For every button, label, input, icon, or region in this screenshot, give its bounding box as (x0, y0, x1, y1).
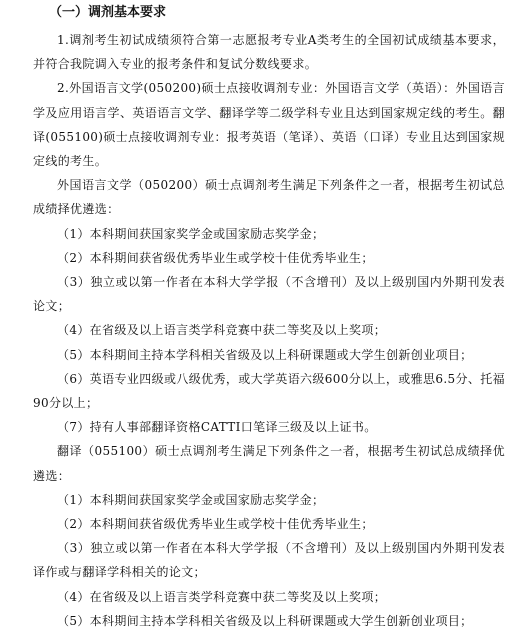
literature-criterion-1: （1）本科期间获国家奖学金或国家励志奖学金； (57, 226, 325, 241)
literature-criterion-2: （2）本科期间获省级优秀毕业生或学校十佳优秀毕业生； (57, 250, 374, 265)
translation-criterion-4: （4）在省级及以上语言类学科竞赛中获二等奖及以上奖项； (57, 589, 387, 604)
translation-criteria-intro: 翻译（055100）硕士点调剂考生满足下列条件之一者，根据考生初试总成绩择优遴选： (33, 444, 505, 483)
section-heading: （一）调剂基本要求 (49, 5, 167, 20)
rule-1-paragraph: 1.调剂考生初试成绩须符合第一志愿报考专业A类考生的全国初试成绩基本要求，并符合我院调入专业的报考条件和复试分数线要求。 (33, 33, 505, 72)
literature-criterion-6: （6）英语专业四级或八级优秀，或大学英语六级600分以上，或雅思6.5分、托福90分以上； (33, 371, 505, 411)
rule-2-paragraph: 2.外国语言文学(050200)硕士点接收调剂专业：外国语言文学（英语）：外国语言学及应用语言学、英语语言文学、翻译学等二级学科专业且达到国家规定线的考生。翻译(055100)硕士点接收调剂专业：报考英语（笔译）、英语（口译）专业且达到国家规定线的考生。 (33, 81, 505, 169)
translation-criterion-3: （3）独立或以第一作者在本科大学学报（不含增刊）及以上级别国内外期刊发表译作或与翻译学科相关的论文； (33, 541, 505, 580)
literature-criterion-3: （3）独立或以第一作者在本科大学学报（不含增刊）及以上级别国内外期刊发表论文； (33, 275, 505, 314)
translation-criterion-5: （5）本科期间主持本学科相关省级及以上科研课题或大学生创新创业项目； (57, 613, 473, 628)
literature-criterion-7: （7）持有人事部翻译资格CATTI口笔译三级及以上证书。 (57, 420, 377, 435)
translation-criterion-1: （1）本科期间获国家奖学金或国家励志奖学金； (57, 492, 325, 507)
literature-criterion-5: （5）本科期间主持本学科相关省级及以上科研课题或大学生创新创业项目； (57, 347, 473, 362)
literature-criteria-intro: 外国语言文学（050200）硕士点调剂考生满足下列条件之一者，根据考生初试总成绩择优遴选： (33, 178, 505, 217)
literature-criterion-4: （4）在省级及以上语言类学科竞赛中获二等奖及以上奖项； (57, 323, 387, 338)
translation-criterion-2: （2）本科期间获省级优秀毕业生或学校十佳优秀毕业生； (57, 517, 374, 532)
